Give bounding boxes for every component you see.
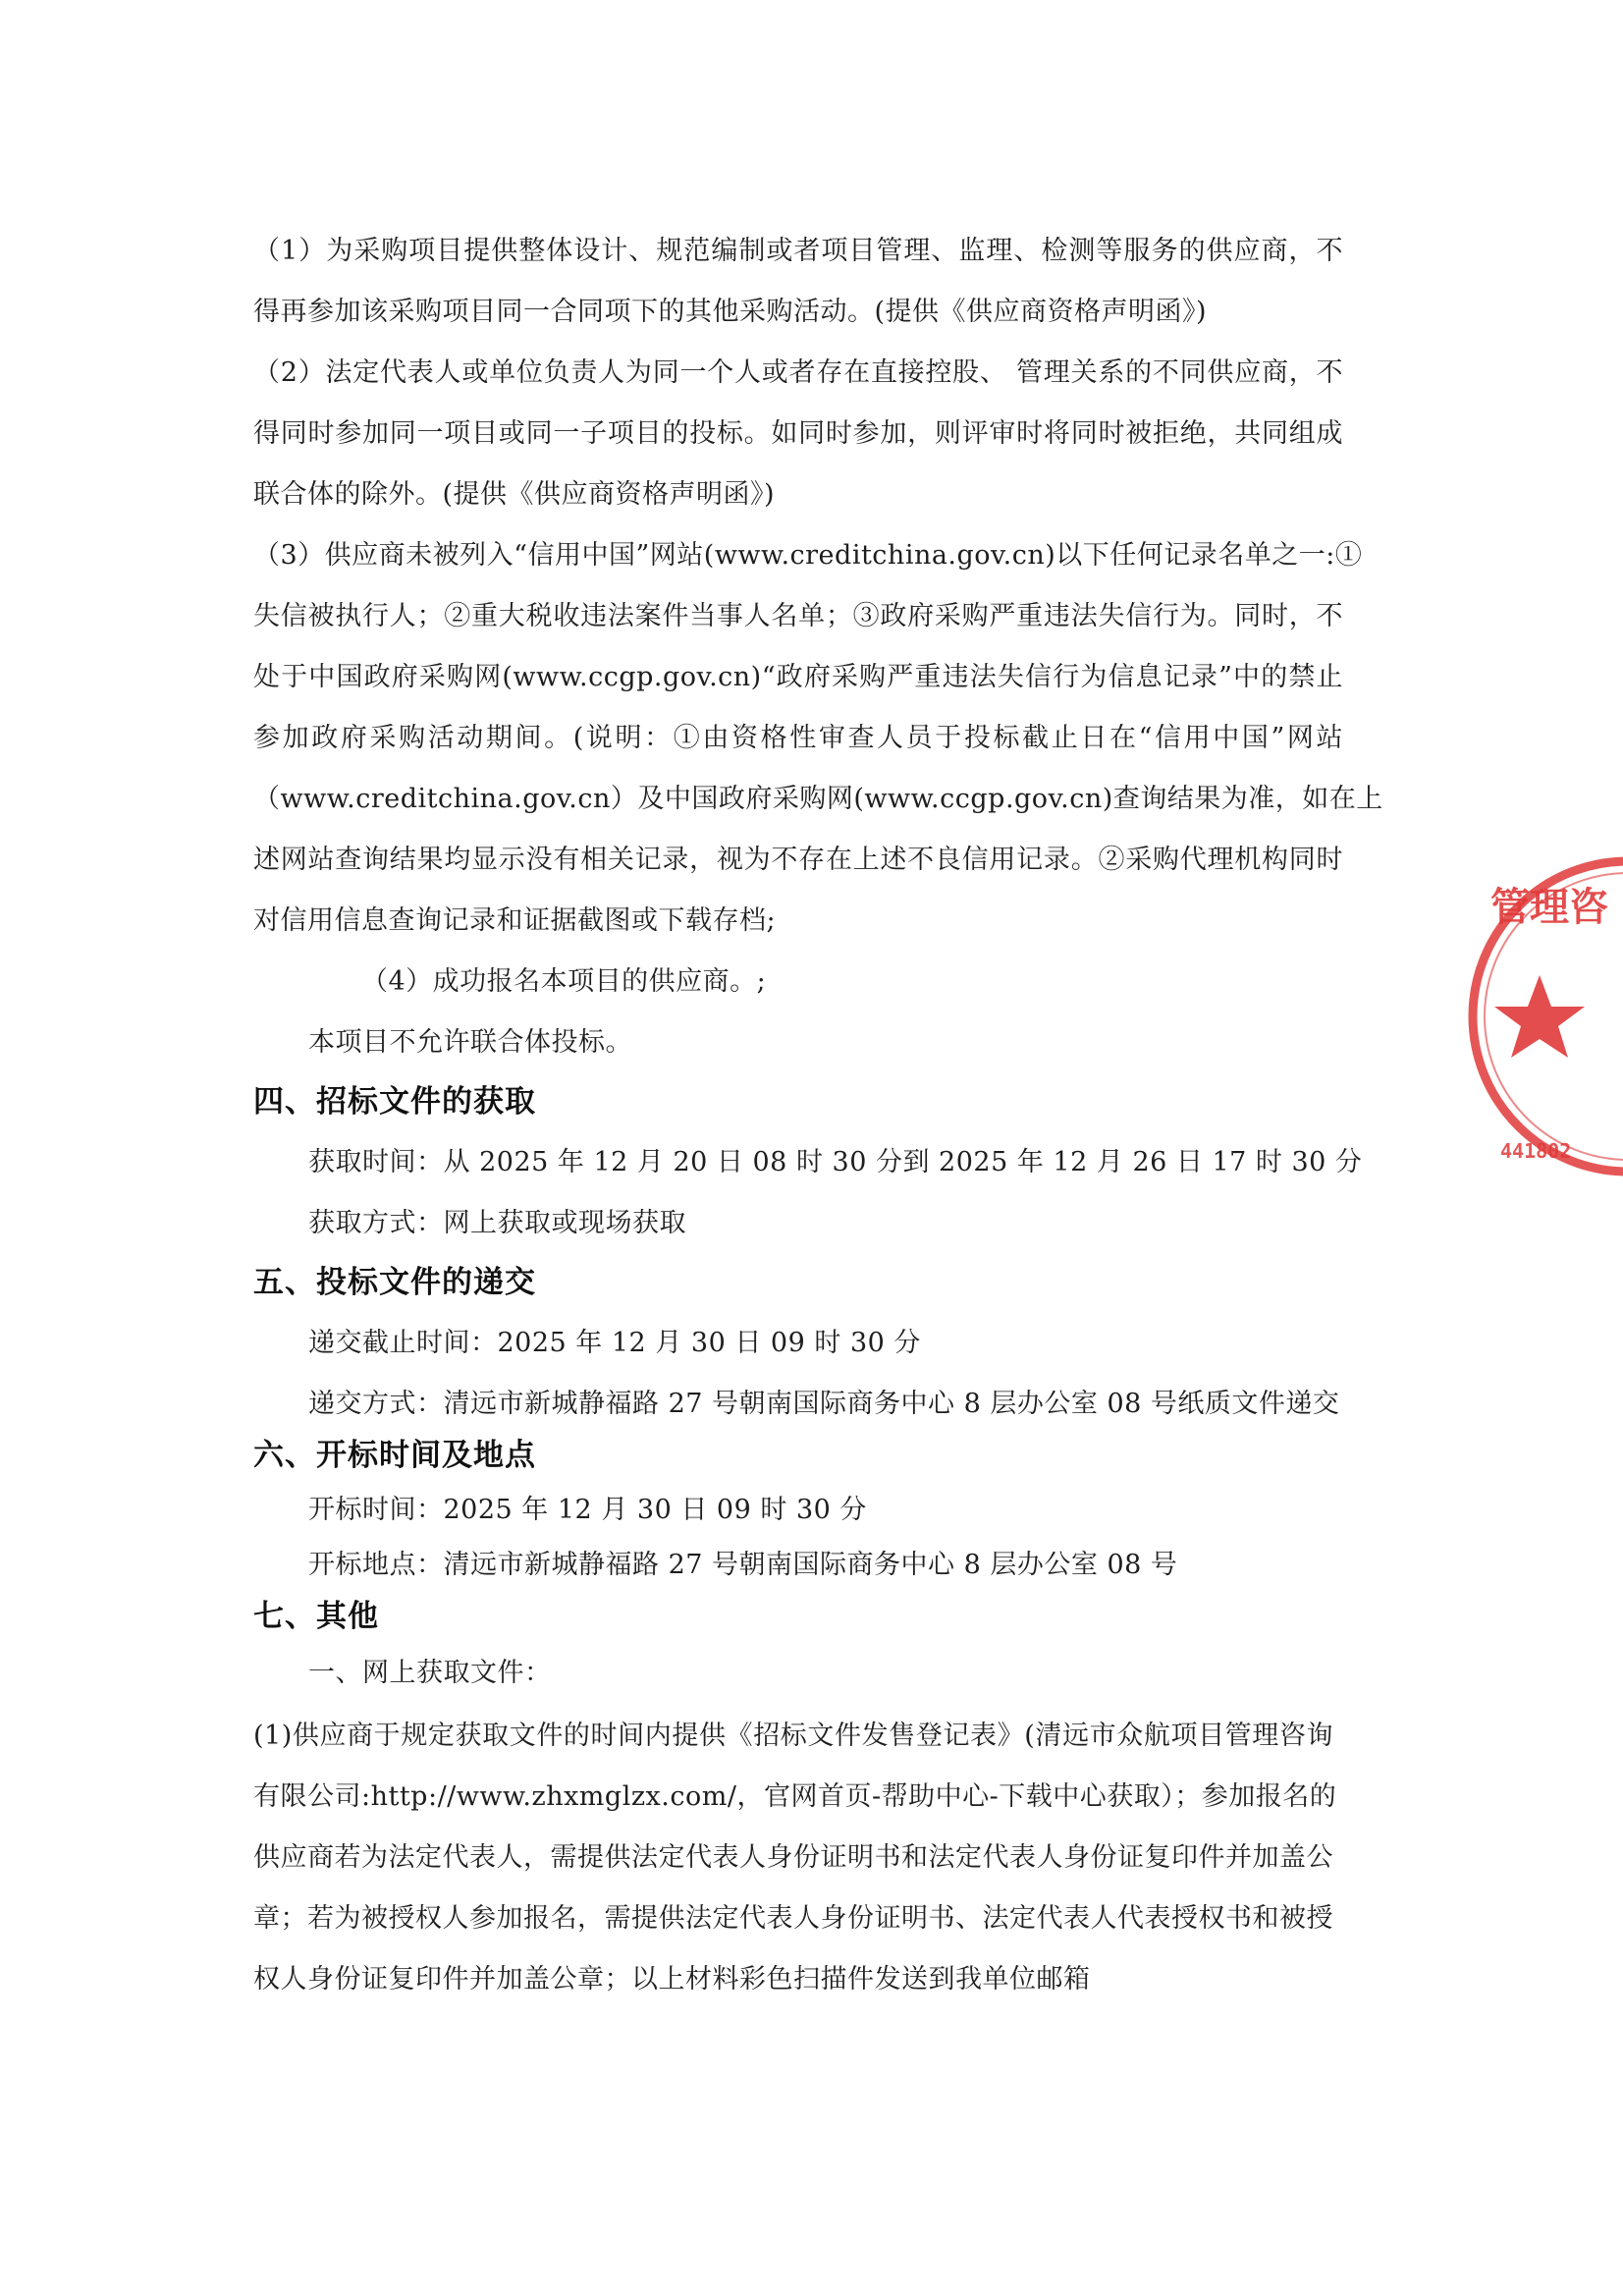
section-heading-5: 五、投标文件的递交 — [253, 1265, 536, 1300]
acquire-time: 获取时间：从 2025 年 12 月 20 日 08 时 30 分到 2025 年 12 月 26 日 17 时 30 分 — [308, 1147, 1363, 1177]
paragraph-line: 本项目不允许联合体投标。 — [308, 1027, 632, 1058]
submit-deadline: 递交截止时间：2025 年 12 月 30 日 09 时 30 分 — [308, 1328, 921, 1358]
paragraph-line: （2）法定代表人或单位负责人为同一个人或者存在直接控股、 管理关系的不同供应商，不 — [253, 357, 1343, 388]
svg-text:管理咨: 管理咨 — [1490, 885, 1608, 930]
section-heading-4: 四、招标文件的获取 — [253, 1084, 536, 1120]
paragraph-line: 有限公司:http://www.zhxmglzx.com/，官网首页-帮助中心-下载中心获取）；参加报名的 — [253, 1781, 1337, 1812]
paragraph-line: 联合体的除外。(提供《供应商资格声明函》) — [253, 479, 776, 510]
paragraph-line: 对信用信息查询记录和证据截图或下载存档; — [253, 905, 777, 936]
paragraph-line: （www.creditchina.gov.cn）及中国政府采购网(www.ccgp.gov.cn)查询结果为准，如在上 — [253, 784, 1383, 814]
paragraph-line: (1)供应商于规定获取文件的时间内提供《招标文件发售登记表》(清远市众航项目管理咨询 — [253, 1721, 1333, 1751]
submit-method: 递交方式：清远市新城静福路 27 号朝南国际商务中心 8 层办公室 08 号纸质文件递交 — [308, 1389, 1340, 1419]
opening-time: 开标时间：2025 年 12 月 30 日 09 时 30 分 — [308, 1495, 867, 1525]
paragraph-line: （4）成功报名本项目的供应商。; — [361, 966, 767, 997]
svg-text:441802: 441802 — [1500, 1139, 1572, 1163]
paragraph-line: 处于中国政府采购网(www.ccgp.gov.cn)“政府采购严重违法失信行为信息记录”中的禁止 — [253, 662, 1343, 692]
section-heading-7: 七、其他 — [253, 1599, 379, 1634]
sub-heading: 一、网上获取文件： — [308, 1658, 552, 1688]
acquire-method: 获取方式：网上获取或现场获取 — [308, 1208, 686, 1238]
paragraph-line: 失信被执行人；②重大税收违法案件当事人名单；③政府采购严重违法失信行为。同时，不 — [253, 601, 1343, 631]
seal-icon — [1461, 849, 1623, 1183]
section-heading-6: 六、开标时间及地点 — [253, 1438, 536, 1473]
official-seal — [1461, 849, 1623, 1183]
paragraph-line: 得同时参加同一项目或同一子项目的投标。如同时参加，则评审时将同时被拒绝，共同组成 — [253, 418, 1343, 449]
paragraph-line: 章；若为被授权人参加报名，需提供法定代表人身份证明书、法定代表人代表授权书和被授 — [253, 1903, 1333, 1934]
paragraph-line: （1）为采购项目提供整体设计、规范编制或者项目管理、监理、检测等服务的供应商，不 — [253, 236, 1343, 266]
paragraph-line: 供应商若为法定代表人，需提供法定代表人身份证明书和法定代表人身份证复印件并加盖公 — [253, 1842, 1333, 1873]
paragraph-line: （3）供应商未被列入“信用中国”网站(www.creditchina.gov.cn)以下任何记录名单之一:① — [253, 540, 1363, 571]
opening-location: 开标地点：清远市新城静福路 27 号朝南国际商务中心 8 层办公室 08 号 — [308, 1550, 1178, 1580]
paragraph-line: 得再参加该采购项目同一合同项下的其他采购活动。(提供《供应商资格声明函》) — [253, 297, 1208, 327]
paragraph-line: 权人身份证复印件并加盖公章；以上材料彩色扫描件发送到我单位邮箱 — [253, 1964, 1091, 1995]
paragraph-line: 参加政府采购活动期间。(说明：①由资格性审查人员于投标截止日在“信用中国”网站 — [253, 723, 1343, 753]
paragraph-line: 述网站查询结果均显示没有相关记录，视为不存在上述不良信用记录。②采购代理机构同时 — [253, 845, 1343, 875]
